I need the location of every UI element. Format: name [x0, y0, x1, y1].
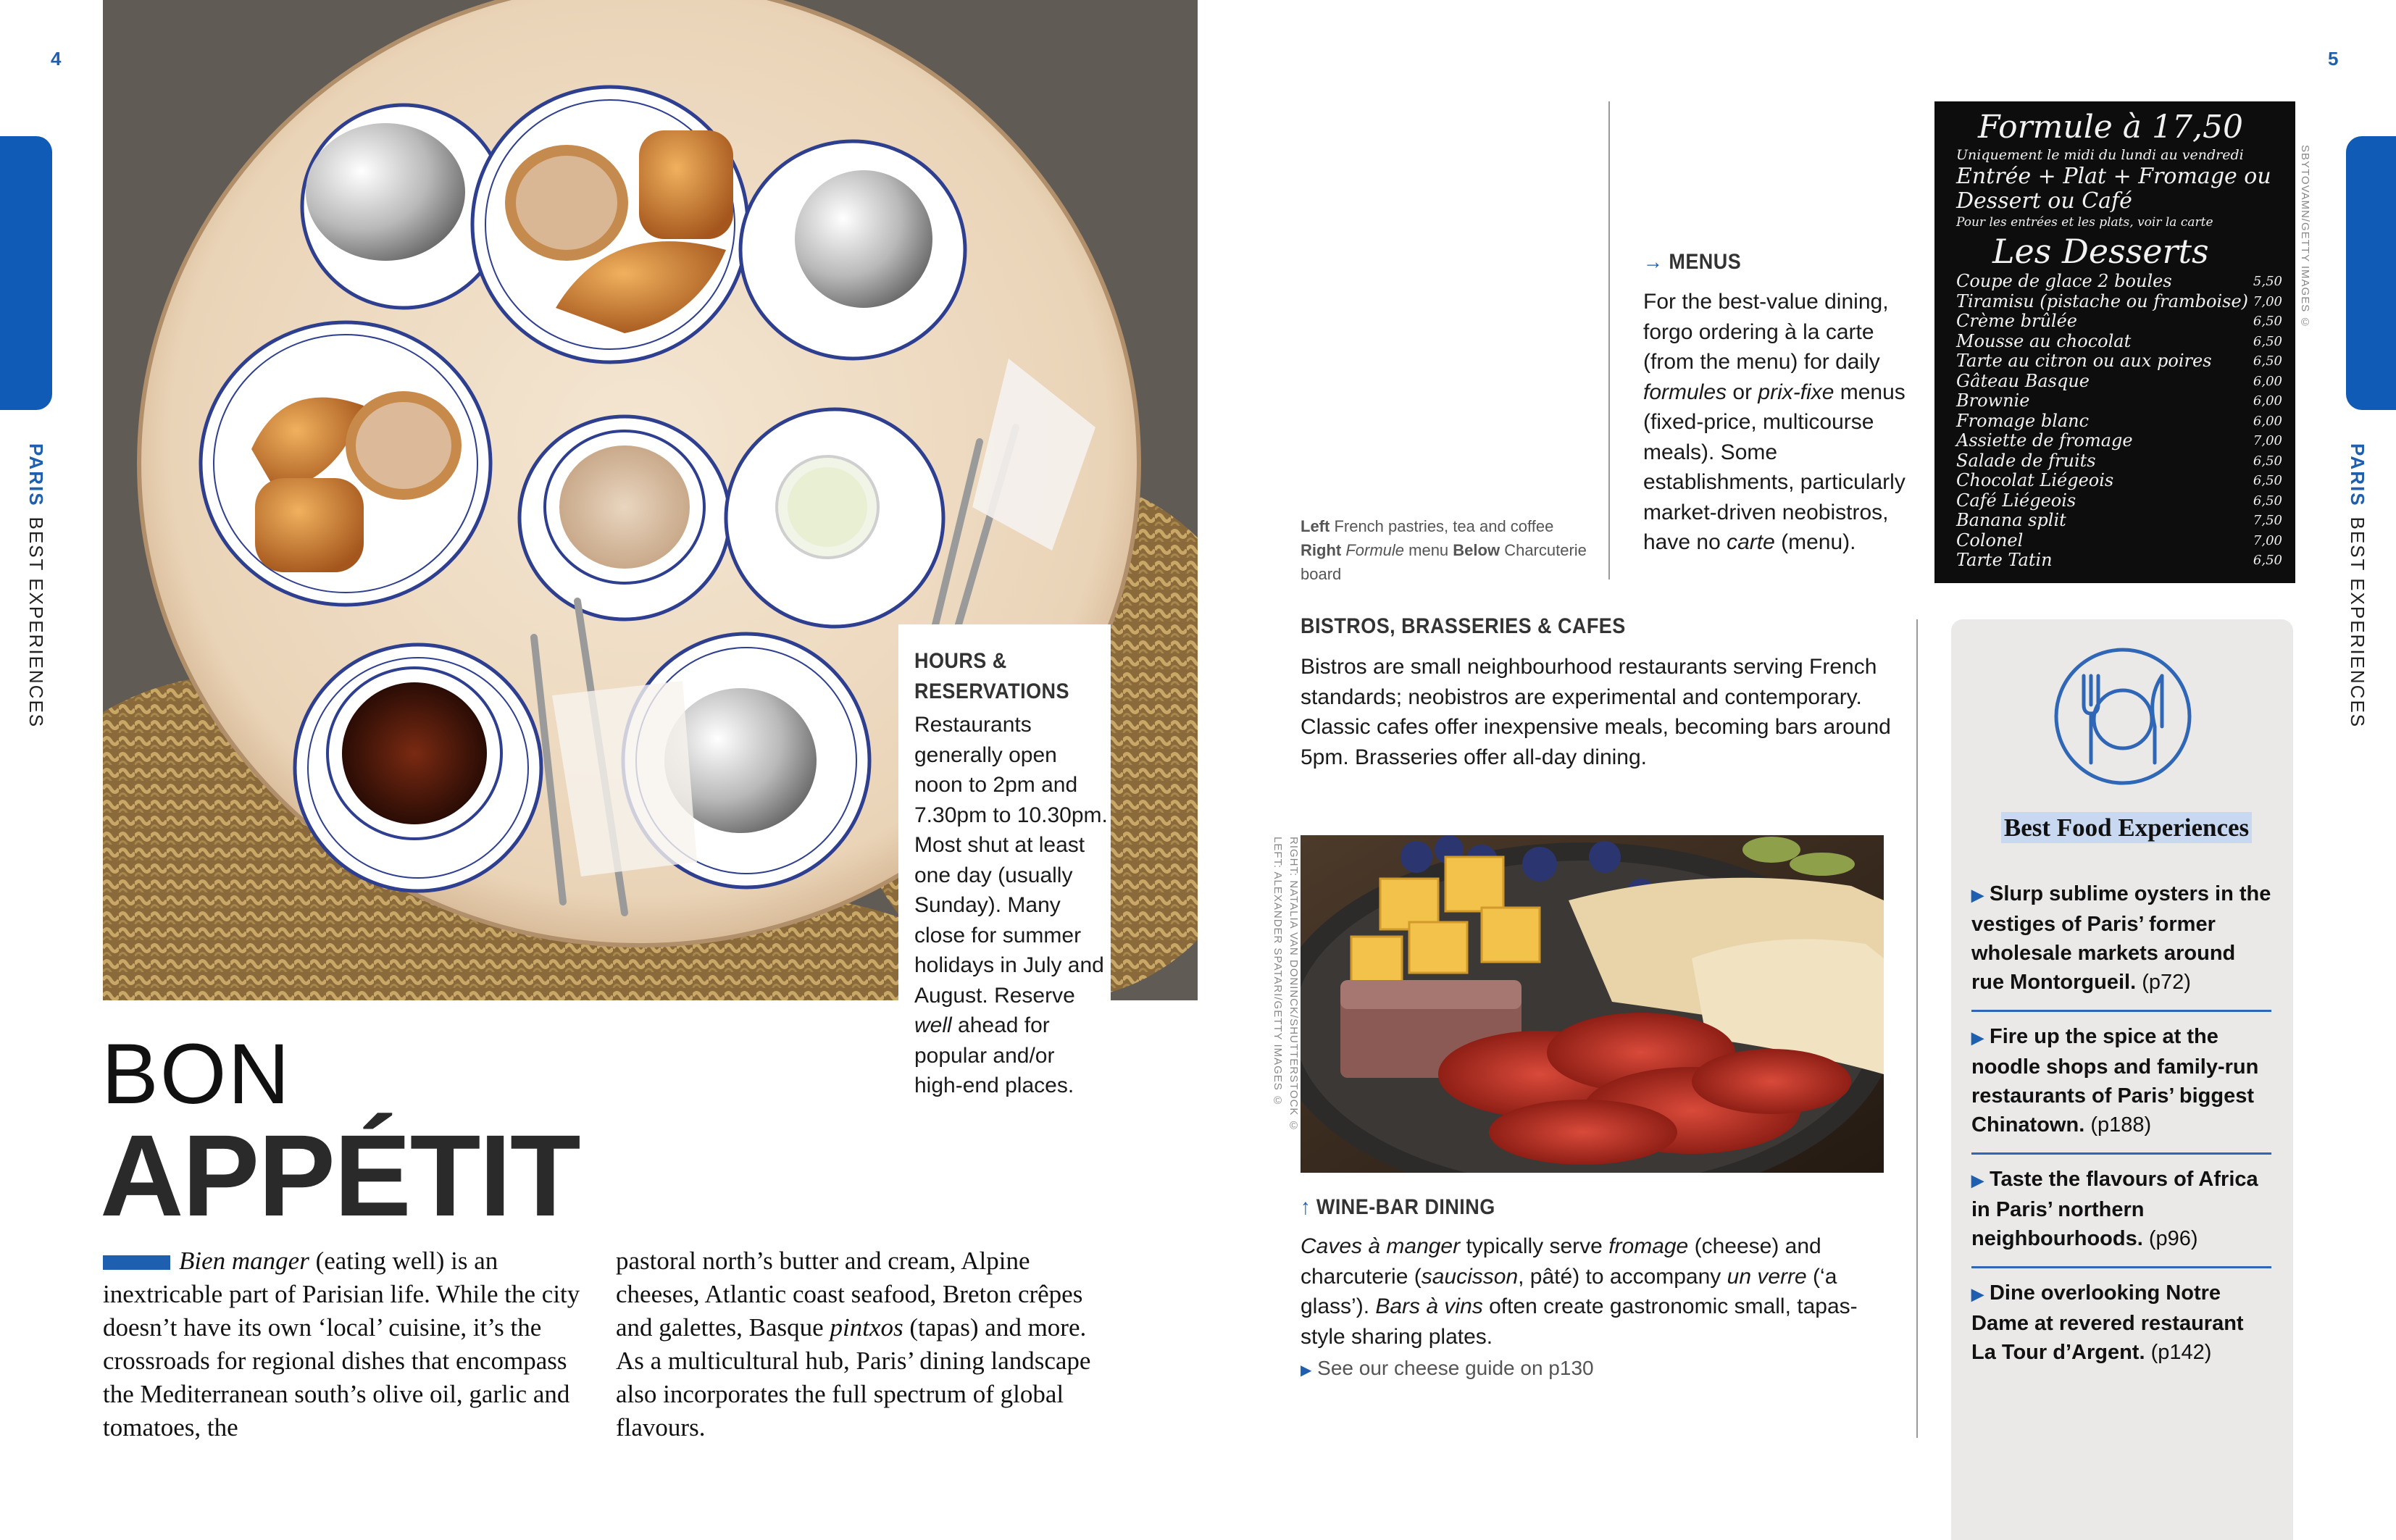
chalkboard-item: [1956, 411, 2282, 432]
chalkboard-item-name: Crème brûlée: [1956, 311, 2078, 331]
side-label-section-right: BEST EXPERIENCES: [2347, 516, 2368, 729]
best-food-item-text: Dine overlooking Notre Dame at revered restaurant La Tour d’Argent.: [1971, 1281, 2244, 1364]
chalkboard-item: [1956, 491, 2282, 511]
chalkboard-item-name: Brownie: [1956, 390, 2030, 411]
chalkboard-item-name: Gâteau Basque: [1956, 370, 2090, 391]
chalkboard-item: [1956, 372, 2282, 392]
chalkboard-item: [1956, 551, 2282, 571]
hours-text: Restaurants generally open noon to 2pm and 7.30pm to 10.30pm. Most shut at least one day (usually Sunday). Many close for summer holidays in July and August. Reserve well ahead for popular and/or high-end places.: [914, 713, 1108, 1097]
chalkboard-item-price: 6,00: [2253, 413, 2282, 429]
best-food-item: [1971, 1155, 2271, 1266]
triangle-right-icon: ▶: [1301, 1363, 1312, 1378]
side-label-right: [2346, 443, 2368, 728]
chalkboard-item-name: Banana split: [1956, 510, 2066, 530]
page-number-right: 5: [2328, 48, 2339, 70]
menus-heading: → MENUS: [1643, 250, 1742, 274]
chalkboard-item: [1956, 351, 2282, 372]
chalkboard-item: [1956, 511, 2282, 531]
title-line2: APPÉTIT: [100, 1110, 580, 1240]
chalkboard-item-name: Tarte Tatin: [1956, 550, 2053, 570]
chalkboard-item-name: Assiette de fromage: [1956, 430, 2133, 451]
best-food-item-ref: (p142): [2145, 1341, 2212, 1364]
best-food-item-ref: (p72): [2136, 971, 2191, 994]
fork-knife-icon: [2053, 647, 2192, 790]
title-line1: BON: [101, 1026, 291, 1122]
best-food-item: [1971, 869, 2271, 1010]
chalkboard-item-name: Tarte au citron ou aux poires: [1956, 351, 2212, 371]
chalkboard-item-price: 6,50: [2253, 553, 2282, 568]
hours-reservations-box: [898, 624, 1111, 1175]
chalkboard-item-price: 6,50: [2253, 473, 2282, 488]
chalkboard-item-name: Coupe de glace 2 boules: [1956, 271, 2172, 291]
intro-column-1: Bien manger (eating well) is an inextricable part of Parisian life. While the city doesn’t have its own ‘local’ cuisine, it’s the crossroads for regional dishes that encompass the Mediterranean south’s olive oil, garlic and tomatoes, the: [103, 1247, 580, 1441]
section-tab-left: [0, 136, 52, 410]
side-label-city: PARIS: [25, 443, 47, 507]
side-label-section: BEST EXPERIENCES: [25, 516, 47, 729]
chalkboard-item: [1956, 272, 2282, 292]
best-food-item: [1971, 1268, 2271, 1380]
wine-bar-text: Caves à manger typically serve fromage (cheese) and charcuterie (saucisson, pâté) to accompany un verre (‘a glass’). Bars à vins often create gastronomic small, tapas-style sharing plates.: [1301, 1234, 1858, 1349]
best-food-item-text: Taste the flavours of Africa in Paris’ northern neighbourhoods.: [1971, 1168, 2258, 1250]
chalkboard-item-price: 5,50: [2253, 274, 2282, 289]
chalkboard-item-price: 7,50: [2253, 513, 2282, 528]
chalkboard-item-price: 6,50: [2253, 333, 2282, 349]
chalkboard-item-price: 7,00: [2253, 433, 2282, 448]
section-tab-right: [2346, 136, 2396, 410]
menus-text: For the best-value dining, forgo ordering à la carte (from the menu) for daily formules or prix-fixe menus (fixed-price, multicourse meals). Some establishments, particularly market-driven neobistros, have no carte (menu).: [1643, 290, 1905, 554]
best-food-item-ref: (p96): [2142, 1227, 2198, 1250]
chalkboard-item: [1956, 471, 2282, 491]
chalkboard-item: [1956, 431, 2282, 451]
wine-bar-heading: ↑ WINE-BAR DINING: [1301, 1195, 1495, 1219]
arrow-right-icon: →: [1643, 250, 1664, 274]
triangle-right-icon: ▶: [1971, 1029, 1984, 1047]
best-food-item-text: Slurp sublime oysters in the vestiges of Paris’ former wholesale markets around rue Montorgueil.: [1971, 882, 2271, 994]
best-food-list: [1971, 869, 2271, 1380]
triangle-right-icon: ▶: [1971, 1171, 1984, 1189]
chalkboard-item-price: 7,00: [2253, 293, 2282, 309]
chalkboard-item-price: 6,50: [2253, 493, 2282, 509]
chalkboard-item-name: Salade de fruits: [1956, 450, 2096, 471]
chalkboard-item: [1956, 451, 2282, 472]
side-label-left: [25, 443, 47, 728]
intro-column-2: pastoral north’s butter and cream, Alpine cheeses, Atlantic coast seafood, Breton crêpes and galettes, Basque pintxos (tapas) and more. As a multicultural hub, Paris’ dining landscape also incorporates the full spectrum of global flavours.: [616, 1247, 1091, 1441]
chalkboard-desserts-title: Les Desserts: [1992, 232, 2209, 271]
divider-menus: [1608, 101, 1610, 579]
best-food-item-text: Fire up the spice at the noodle shops and family-run restaurants of Paris’ biggest Chinatown.: [1971, 1025, 2259, 1137]
photo-caption: Left French pastries, tea and coffee Right Formule menu Below Charcuterie board: [1301, 517, 1587, 583]
chalkboard-item-name: Tiramisu (pistache ou framboise): [1956, 290, 2249, 311]
chalkboard-item-name: Café Liégeois: [1956, 490, 2076, 511]
credit-chalkboard: SBYTOVAMN/GETTY IMAGES ©: [2299, 145, 2311, 330]
chalkboard-item: [1956, 311, 2282, 332]
chalkboard-item-name: Fromage blanc: [1956, 410, 2090, 431]
chalkboard-item-price: 6,50: [2253, 314, 2282, 329]
chalkboard-item: [1956, 292, 2282, 312]
chalkboard-item: [1956, 391, 2282, 411]
see-also-link[interactable]: ▶ See our cheese guide on p130: [1301, 1357, 1594, 1379]
side-label-city-right: PARIS: [2347, 443, 2368, 507]
chalkboard-item: [1956, 531, 2282, 551]
chalkboard-title: Formule à 17,50: [1978, 109, 2243, 146]
chalkboard-item-name: Colonel: [1956, 530, 2024, 551]
chalkboard-item-name: Chocolat Liégeois: [1956, 470, 2114, 490]
photo-formule-menu: [1934, 101, 2295, 583]
best-food-title: Best Food Experiences: [2001, 812, 2252, 843]
chalkboard-item-price: 6,50: [2253, 453, 2282, 469]
credit-photos: RIGHT: NATALIA VAN DONINCK/SHUTTERSTOCK © LEFT: ALEXANDER SPATARI/GETTY IMAGES ©: [1272, 837, 1300, 1133]
page-number-left: 4: [51, 48, 62, 70]
chalkboard-item-price: 7,00: [2253, 532, 2282, 548]
chalkboard-item-price: 6,50: [2253, 353, 2282, 369]
bistros-text: Bistros are small neighbourhood restaurants serving French standards; neobistros are experimental and contemporary. Classic cafes offer inexpensive meals, becoming bars around 5pm. Brasseries offer all-day dining.: [1301, 655, 1891, 769]
best-food-item: [1971, 1012, 2271, 1152]
triangle-right-icon: ▶: [1971, 886, 1984, 904]
chalkboard-items: [1956, 272, 2282, 571]
best-food-item-ref: (p188): [2084, 1113, 2152, 1137]
chalkboard-item-price: 6,00: [2253, 373, 2282, 389]
chalkboard-item-price: 6,00: [2253, 393, 2282, 409]
hours-heading: HOURS & RESERVATIONS: [914, 649, 1069, 703]
best-food-title-wrap: [1977, 813, 2276, 842]
triangle-right-icon: ▶: [1971, 1285, 1984, 1303]
arrow-up-icon: ↑: [1301, 1195, 1311, 1219]
bistros-heading: BISTROS, BRASSERIES & CAFES: [1301, 614, 1626, 638]
chalkboard-item-name: Mousse au chocolat: [1956, 330, 2132, 351]
chalkboard-item: [1956, 332, 2282, 352]
best-food-panel: [1951, 619, 2293, 1540]
photo-charcuterie-board: [1301, 835, 1884, 1173]
chalkboard-content: Formule à 17,50 Uniquement le midi du lundi au vendredi Entrée + Plat + Fromage ou Dessert ou Café Pour les entrées et les plats, voir la carte Les Desserts Coupe de glace 2 boules 5,50 Tiramisu (pistache ou framboise) 7,00 Crème brûlée 6,50 Mousse au chocolat 6,50 Tarte au citron ou aux poires 6,50 Gâteau Basque 6,00 Brownie 6,00 Fromage blanc 6,00 Assiette de fromage 7,00 Salade de fruits 6,50 Chocolat Liégeois 6,50 Café Liégeois 6,50 Banana split 7,50 Colonel 7,00 Tarte Tatin 6,50: [1956, 109, 2282, 570]
divider-bistros: [1916, 619, 1918, 1438]
